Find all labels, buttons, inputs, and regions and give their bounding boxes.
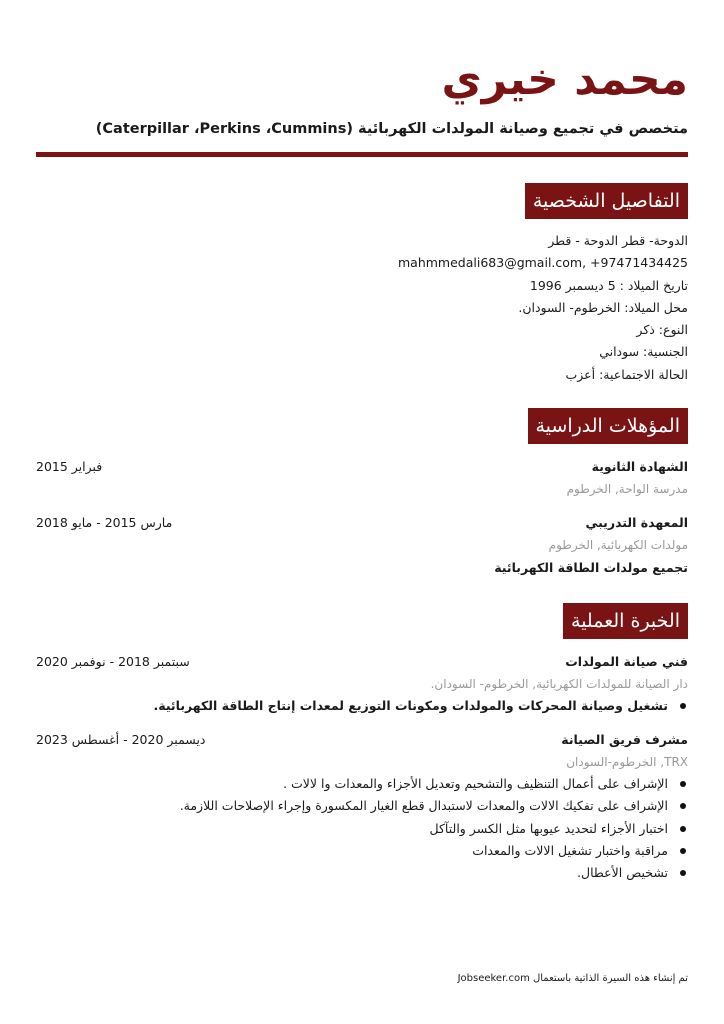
personal-details-list: [398, 230, 688, 386]
resume-page: [36, 0, 688, 1024]
job-duties-list: [36, 773, 688, 884]
list-item: تشغيل وصيانة المحركات والمولدات ومكونات التوزيع لمعدات إنتاج الطاقة الكهربائية.: [36, 695, 668, 717]
list-item: الإشراف على أعمال التنظيف والتشحيم وتعديل الأجزاء والمعدات وا لالات .: [36, 773, 668, 795]
job-date: ديسمبر 2020 - أغسطس 2023: [36, 732, 206, 747]
section-title-personal: التفاصيل الشخصية: [525, 183, 688, 219]
section-title-experience: الخبرة العملية: [563, 603, 688, 639]
candidate-headline: متخصص في تجميع وصيانة المولدات الكهربائية (Caterpillar ،Perkins ،Cummins): [95, 121, 688, 137]
marital-status: الحالة الاجتماعية: أعزب: [565, 366, 688, 382]
education-note: تجميع مولدات الطاقة الكهربائية: [494, 560, 688, 575]
contact-info: 97471434425+ ,mahmmedali683@gmail.com: [398, 255, 688, 271]
header-divider: [36, 152, 688, 157]
education-title: الشهادة الثانوية: [591, 459, 688, 474]
footer-credit: تم إنشاء هذه السيرة الذاتية باستعمال Jobseeker.com: [457, 973, 688, 984]
gender: النوع: ذكر: [636, 322, 688, 338]
job-title: مشرف فريق الصيانة: [561, 732, 688, 747]
education-entry: [36, 512, 688, 580]
job-duties-list: [36, 695, 688, 717]
job-title: فني صيانة المولدات: [565, 654, 688, 669]
list-item: مراقبة واختبار تشغيل الالات والمعدات: [36, 840, 668, 862]
list-item: الإشراف على تفكيك الالات والمعدات لاستبدال قطع الغيار المكسورة وإجراء الإصلاحات اللازمة.: [36, 795, 668, 817]
experience-entry: [36, 651, 688, 717]
education-date: مارس 2015 - مايو 2018: [36, 515, 173, 530]
education-place: مدرسة الواحة, الخرطوم: [566, 482, 688, 496]
birth-place: محل الميلاد: الخرطوم- السودان.: [518, 299, 688, 315]
section-title-education: المؤهلات الدراسية: [528, 408, 689, 444]
nationality: الجنسية: سوداني: [599, 344, 688, 360]
education-title: المعهدة التدريبي: [585, 515, 688, 530]
list-item: تشخيص الأعطال.: [36, 862, 668, 884]
candidate-name: محمد خيري: [441, 54, 688, 105]
job-place: دار الصيانة للمولدات الكهربائية, الخرطوم- السودان.: [430, 677, 688, 691]
job-date: سبتمبر 2018 - نوفمبر 2020: [36, 654, 190, 669]
experience-entry: [36, 729, 688, 884]
education-date: فبراير 2015: [36, 459, 103, 474]
job-place: TRX, الخرطوم-السودان: [566, 755, 688, 769]
address: الدوحة- قطر الدوحة - قطر: [548, 233, 688, 248]
education-entry: [36, 456, 688, 500]
education-place: مولدات الكهربائية, الخرطوم: [548, 538, 688, 552]
list-item: اختبار الأجزاء لتحديد عيوبها مثل الكسر والتآكل: [36, 818, 668, 840]
birth-date: تاريخ الميلاد : 5 ديسمبر 1996: [529, 277, 688, 293]
